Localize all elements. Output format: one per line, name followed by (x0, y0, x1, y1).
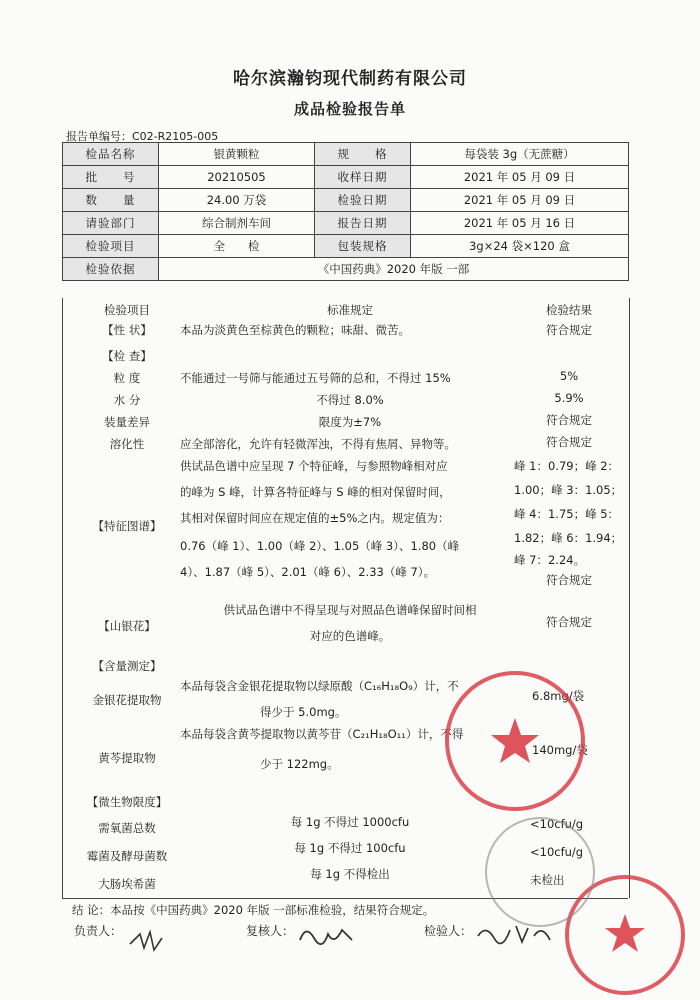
fingerprint-standard-1: 供试品色谱中应呈现 7 个特征峰，与参照物峰相对应 (180, 459, 448, 473)
ecoli-item: 大肠埃希菌 (98, 877, 156, 891)
package-label: 包装规格 (315, 235, 411, 258)
document-title: 成品检验报告单 (293, 100, 406, 118)
huangqin-standard-2: 少于 122mg。 (260, 757, 339, 771)
fingerprint-standard-4: 0.76（峰 1）、1.00（峰 2）、1.05（峰 3）、1.80（峰 (180, 539, 460, 553)
responsible-label: 负责人： (74, 924, 123, 938)
traits-result: 符合规定 (546, 323, 592, 337)
inspector-label: 检验人： (424, 924, 473, 938)
basis-label: 检验依据 (63, 258, 159, 281)
water-result: 5.9% (554, 391, 584, 405)
section-check: 【检 查】 (102, 349, 152, 363)
fingerprint-result-3: 峰 4：1.75；峰 5： (514, 507, 620, 521)
mold-item: 霉菌及酵母菌数 (86, 849, 168, 863)
fill-item: 装量差异 (104, 415, 150, 429)
spec-value: 每袋装 3g（无蔗糖） (411, 143, 629, 166)
batch-value: 20210505 (159, 166, 315, 189)
table-row (63, 143, 629, 166)
report-number: 报告单编号：C02-R2105-005 (66, 130, 219, 143)
fingerprint-standard-2: 的峰为 S 峰，计算各特征峰与 S 峰的相对保留时间， (180, 485, 451, 499)
table-row (63, 189, 629, 212)
table-row (63, 212, 629, 235)
quality-seal-stamp (440, 666, 590, 816)
product-name-label: 检品名称 (63, 143, 159, 166)
section-traits: 【性 状】 (102, 323, 152, 337)
items-label: 检验项目 (63, 235, 159, 258)
report-date-value: 2021 年 05 月 16 日 (411, 212, 629, 235)
section-assay: 【含量测定】 (92, 659, 162, 673)
section-honeysuckle: 【山银花】 (98, 619, 156, 633)
water-item: 水 分 (113, 393, 141, 407)
huangqin-result: 140mg/袋 (532, 743, 588, 757)
table-row (63, 235, 629, 258)
info-table (62, 142, 629, 281)
inspect-date-value: 2021 年 05 月 09 日 (411, 189, 629, 212)
honeysuckle-standard-2: 对应的色谱峰。 (309, 629, 391, 643)
fill-standard: 限度为±7% (318, 415, 382, 429)
spec-label: 规 格 (315, 143, 411, 166)
quantity-label: 数 量 (63, 189, 159, 212)
fingerprint-standard-5: 4）、1.87（峰 5）、2.01（峰 6）、2.33（峰 7）。 (180, 565, 436, 579)
inspect-date-label: 检验日期 (315, 189, 411, 212)
huangqin-item: 黄芩提取物 (98, 751, 156, 765)
inspection-seal-stamp (480, 812, 600, 932)
dept-label: 请验部门 (63, 212, 159, 235)
reviewer-label: 复核人： (246, 924, 295, 938)
responsible-signature (126, 926, 166, 960)
fingerprint-result-5: 峰 7：2.24。 (514, 553, 586, 567)
jinyinhua-standard-2: 得少于 5.0mg。 (260, 705, 347, 719)
grain-result: 5% (559, 369, 579, 383)
solubility-item: 溶化性 (109, 437, 145, 451)
header-standard: 标准规定 (327, 303, 373, 317)
mold-standard: 每 1g 不得过 100cfu (294, 841, 406, 855)
reviewer-signature (296, 920, 356, 953)
table-row (63, 258, 629, 281)
receive-date-label: 收样日期 (315, 166, 411, 189)
product-name-value: 银黄颗粒 (159, 143, 315, 166)
fingerprint-result-6: 符合规定 (546, 573, 592, 587)
fingerprint-result-1: 峰 1：0.79；峰 2： (514, 459, 620, 473)
section-microbe: 【微生物限度】 (86, 795, 168, 809)
honeysuckle-result: 符合规定 (546, 615, 592, 629)
jinyinhua-standard-1: 本品每袋含金银花提取物以绿原酸（C₁₆H₁₈O₉）计，不 (180, 679, 459, 693)
company-name: 哈尔滨瀚钧现代制药有限公司 (233, 69, 467, 89)
fingerprint-result-4: 1.82；峰 6：1.94； (514, 531, 623, 545)
header-result: 检验结果 (546, 303, 592, 317)
grain-item: 粒 度 (113, 371, 141, 385)
jinyinhua-item: 金银花提取物 (92, 693, 162, 707)
huangqin-standard-1: 本品每袋含黄芩提取物以黄芩苷（C₂₁H₁₈O₁₁）计，不得 (180, 727, 464, 741)
items-value: 全 检 (159, 235, 315, 258)
aerobic-item: 需氧菌总数 (98, 821, 156, 835)
header-item: 检验项目 (104, 303, 150, 317)
traits-standard: 本品为淡黄色至棕黄色的颗粒；味甜、微苦。 (180, 323, 410, 337)
honeysuckle-standard-1: 供试品色谱中不得呈现与对照品色谱峰保留时间相 (223, 603, 477, 617)
conclusion: 结 论：本品按《中国药典》2020 年版 一部标准检验，结果符合规定。 (72, 903, 435, 917)
aerobic-standard: 每 1g 不得过 1000cfu (290, 815, 410, 829)
grain-standard: 不能通过一号筛与能通过五号筛的总和，不得过 15% (180, 371, 451, 385)
solubility-standard: 应全部溶化，允许有轻微浑浊，不得有焦屑、异物等。 (180, 437, 456, 451)
receive-date-value: 2021 年 05 月 09 日 (411, 166, 629, 189)
quantity-value: 24.00 万袋 (159, 189, 315, 212)
batch-label: 批 号 (63, 166, 159, 189)
report-date-label: 报告日期 (315, 212, 411, 235)
solubility-result: 符合规定 (546, 435, 592, 449)
section-fingerprint: 【特征图谱】 (92, 519, 162, 533)
jinyinhua-result: 6.8mg/袋 (532, 689, 585, 703)
ecoli-standard: 每 1g 不得检出 (310, 867, 390, 881)
water-standard: 不得过 8.0% (316, 393, 384, 407)
table-row (63, 166, 629, 189)
aerobic-result: <10cfu/g (530, 817, 584, 831)
fill-result: 符合规定 (546, 413, 592, 427)
fingerprint-result-2: 1.00；峰 3：1.05； (514, 483, 623, 497)
basis-value: 《中国药典》2020 年版 一部 (159, 258, 629, 281)
dept-value: 综合制剂车间 (159, 212, 315, 235)
fingerprint-standard-3: 其相对保留时间应在规定值的±5%之内。规定值为： (180, 511, 450, 525)
mold-result: <10cfu/g (530, 845, 584, 859)
package-value: 3g×24 袋×120 盒 (411, 235, 629, 258)
ecoli-result: 未检出 (530, 873, 565, 887)
